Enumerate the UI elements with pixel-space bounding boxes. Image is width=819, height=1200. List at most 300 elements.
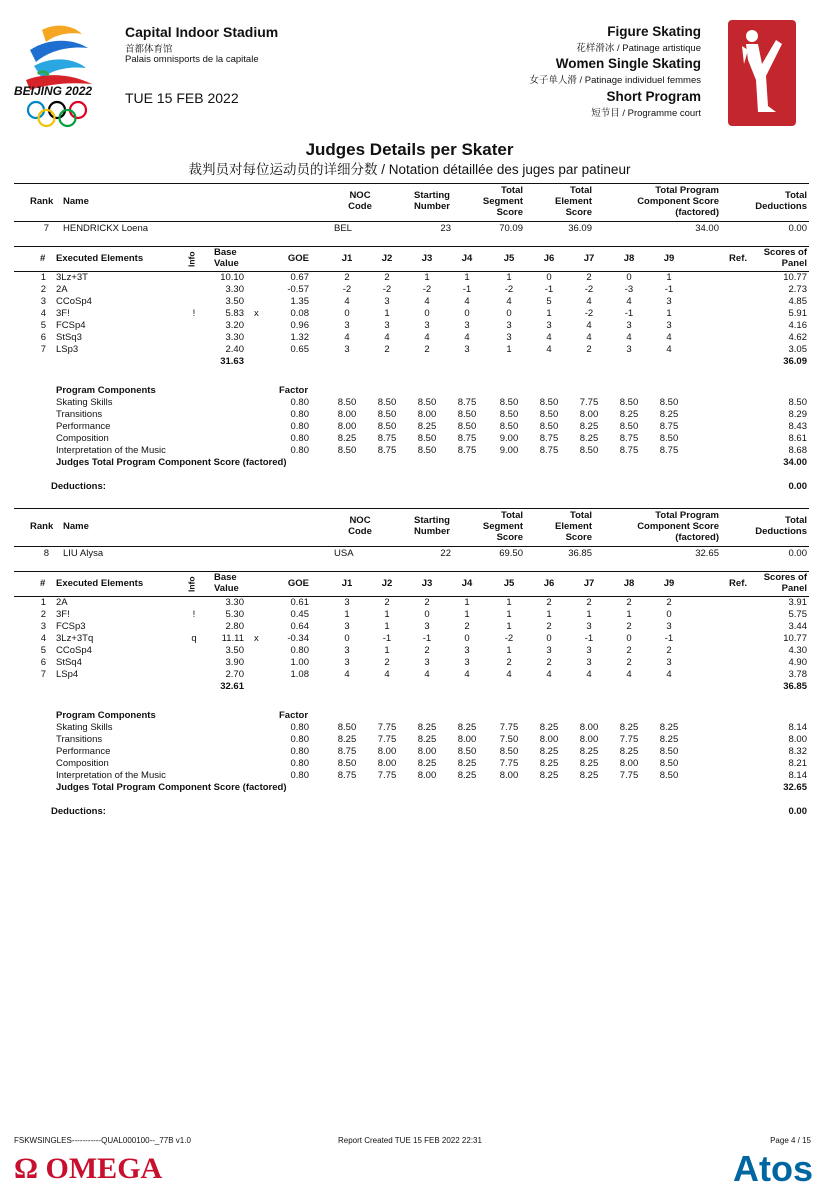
element-judge-score: -2	[422, 284, 432, 295]
element-panel-score: 10.77	[783, 633, 807, 644]
element-judge-score: 0	[344, 308, 350, 319]
col-rank: Rank	[30, 521, 54, 532]
component-panel-score: 8.50	[788, 397, 807, 408]
component-name: Performance	[56, 746, 111, 757]
component-judge-score: 8.50	[457, 421, 477, 432]
element-judge-score: 0	[424, 609, 430, 620]
col-noc: NOC	[349, 190, 371, 201]
component-judge-score: 8.75	[457, 433, 477, 444]
element-code: CCoSp4	[56, 645, 92, 656]
element-judge-score: 3	[424, 320, 430, 331]
col-ref: Ref.	[729, 253, 747, 264]
element-judge-score: 4	[626, 669, 632, 680]
col-elements: Executed Elements	[56, 253, 144, 264]
component-name: Skating Skills	[56, 722, 113, 733]
figure-skating-pictogram-icon	[728, 20, 796, 126]
element-goe: 1.35	[290, 296, 309, 307]
component-factor: 0.80	[290, 433, 309, 444]
element-judge-score: 4	[464, 332, 470, 343]
component-judge-score: 8.75	[337, 770, 357, 781]
component-judge-score: 8.50	[337, 445, 357, 456]
component-name: Skating Skills	[56, 397, 113, 408]
element-judge-score: 5	[546, 296, 552, 307]
element-judge-score: 4	[506, 669, 512, 680]
element-judge-score: 2	[586, 344, 592, 355]
element-goe: 0.67	[290, 272, 309, 283]
page-title: Judges Details per Skater	[305, 140, 514, 159]
element-judge-score: 4	[586, 332, 592, 343]
component-judge-score: 8.75	[619, 445, 639, 456]
col-start: Starting	[414, 515, 450, 526]
element-judge-score: 4	[344, 669, 350, 680]
col-judge-6: J6	[543, 253, 555, 264]
component-judge-score: 7.75	[377, 734, 397, 745]
col-ded-2: Deductions	[755, 526, 807, 537]
element-base-value: 2.80	[225, 621, 244, 632]
element-judge-score: 1	[464, 609, 470, 620]
element-judge-score: 0	[344, 633, 350, 644]
component-factor: 0.80	[290, 746, 309, 757]
element-score-total: 36.85	[783, 681, 807, 692]
col-pcs: Total Program	[655, 510, 719, 521]
element-judge-score: 3	[464, 344, 470, 355]
component-name: Composition	[56, 758, 109, 769]
element-judge-score: 1	[384, 645, 390, 656]
col-judge-3: J3	[421, 578, 433, 589]
component-judge-score: 8.50	[539, 409, 559, 420]
component-panel-score: 8.43	[788, 421, 807, 432]
element-judge-score: 4	[424, 296, 430, 307]
component-judge-score: 7.75	[619, 770, 639, 781]
element-judge-score: 0	[506, 308, 512, 319]
component-factor: 0.80	[290, 758, 309, 769]
venue-name-cn: 首都体育馆	[125, 44, 173, 55]
component-panel-score: 8.29	[788, 409, 807, 420]
omega-symbol-icon: Ω	[14, 1152, 39, 1185]
element-judge-score: 2	[546, 657, 552, 668]
element-judge-score: 4	[586, 669, 592, 680]
component-judge-score: 8.25	[659, 734, 679, 745]
col-start-2: Number	[414, 201, 450, 212]
element-judge-score: 0	[546, 633, 552, 644]
component-judge-score: 8.00	[579, 409, 599, 420]
component-judge-score: 8.75	[457, 397, 477, 408]
component-judge-score: 7.75	[499, 758, 519, 769]
element-judge-score: 1	[666, 308, 672, 319]
element-number: 6	[40, 332, 46, 343]
element-judge-score: 3	[666, 296, 672, 307]
skater-rank: 8	[43, 548, 49, 559]
element-judge-score: -1	[584, 633, 594, 644]
col-tes-2: Element	[555, 196, 592, 207]
component-judge-score: 8.25	[417, 734, 437, 745]
element-goe: 1.32	[290, 332, 309, 343]
element-judge-score: 3	[586, 621, 592, 632]
component-panel-score: 8.68	[788, 445, 807, 456]
element-number: 2	[40, 609, 46, 620]
element-judge-score: 3	[586, 645, 592, 656]
element-judge-score: 3	[464, 657, 470, 668]
col-panel: Scores of	[763, 572, 807, 583]
skater-start: 22	[440, 548, 451, 559]
col-judge-9: J9	[663, 578, 675, 589]
element-judge-score: 4	[546, 332, 552, 343]
element-number: 1	[40, 272, 46, 283]
skater-tes: 36.09	[568, 223, 592, 234]
component-judge-score: 8.00	[539, 734, 559, 745]
component-judge-score: 8.00	[377, 746, 397, 757]
element-panel-score: 3.91	[788, 597, 807, 608]
element-judge-score: -1	[664, 633, 674, 644]
col-info: Info	[186, 251, 197, 268]
element-judge-score: -1	[544, 284, 554, 295]
element-judge-score: 3	[666, 657, 672, 668]
skater-pcs: 32.65	[695, 548, 719, 559]
page-subtitle: 裁判员对每位运动员的详细分数 / Notation détaillée des juges par patineur	[188, 162, 631, 177]
component-judge-score: 8.50	[579, 445, 599, 456]
element-number: 3	[40, 296, 46, 307]
rule-line	[14, 546, 809, 547]
component-judge-score: 9.00	[499, 433, 519, 444]
component-judge-score: 9.00	[499, 445, 519, 456]
deductions-label: Deductions:	[51, 806, 106, 817]
element-judge-score: -2	[382, 284, 392, 295]
component-panel-score: 8.00	[788, 734, 807, 745]
element-judge-score: -1	[664, 284, 674, 295]
element-panel-score: 5.75	[788, 609, 807, 620]
element-goe: 0.08	[290, 308, 309, 319]
component-judge-score: 8.00	[377, 758, 397, 769]
element-goe: 0.45	[290, 609, 309, 620]
col-tes-2: Element	[555, 521, 592, 532]
component-factor: 0.80	[290, 421, 309, 432]
element-number: 4	[40, 308, 46, 319]
sport-name: Figure Skating	[607, 24, 701, 39]
component-judge-score: 8.25	[417, 758, 437, 769]
component-judge-score: 7.75	[377, 770, 397, 781]
element-goe: 1.00	[290, 657, 309, 668]
skater-tes: 36.85	[568, 548, 592, 559]
element-judge-score: 3	[384, 320, 390, 331]
component-judge-score: 8.50	[619, 421, 639, 432]
col-judge-7: J7	[583, 578, 595, 589]
component-judge-score: 8.25	[619, 746, 639, 757]
element-judge-score: 3	[384, 296, 390, 307]
element-code: 3Lz+3Tq	[56, 633, 94, 644]
element-judge-score: 2	[384, 272, 390, 283]
col-tes: Total	[570, 185, 592, 196]
col-base: Base	[214, 572, 237, 583]
element-judge-score: 1	[506, 645, 512, 656]
element-judge-score: 0	[626, 633, 632, 644]
skater-pcs: 34.00	[695, 223, 719, 234]
element-judge-score: 3	[666, 621, 672, 632]
page-number: Page 4 / 15	[770, 1136, 811, 1145]
element-judge-score: 4	[424, 669, 430, 680]
pcs-total-value: 34.00	[783, 457, 807, 468]
element-info: q	[191, 633, 197, 644]
col-panel: Scores of	[763, 247, 807, 258]
element-judge-score: 2	[464, 621, 470, 632]
element-judge-score: 1	[384, 308, 390, 319]
element-code: 3F!	[56, 308, 70, 319]
component-judge-score: 8.50	[499, 421, 519, 432]
component-panel-score: 8.14	[788, 770, 807, 781]
element-judge-score: 4	[666, 344, 672, 355]
col-tss-2: Segment	[482, 521, 523, 532]
component-judge-score: 8.50	[659, 433, 679, 444]
col-ded: Total	[785, 190, 807, 201]
element-judge-score: 0	[666, 609, 672, 620]
component-factor: 0.80	[290, 409, 309, 420]
event-date: TUE 15 FEB 2022	[125, 90, 239, 106]
element-base-value: 5.30	[225, 609, 244, 620]
component-judge-score: 8.50	[619, 397, 639, 408]
element-code: 3F!	[56, 609, 70, 620]
component-judge-score: 8.50	[659, 397, 679, 408]
element-number: 1	[40, 597, 46, 608]
element-judge-score: 3	[546, 645, 552, 656]
base-value-total: 32.61	[220, 681, 244, 692]
element-code: FCSp4	[56, 320, 86, 331]
base-value-total: 31.63	[220, 356, 244, 367]
component-judge-score: 8.50	[417, 397, 437, 408]
col-judge-1: J1	[341, 578, 353, 589]
col-panel-2: Panel	[781, 583, 807, 594]
element-judge-score: 1	[464, 272, 470, 283]
col-pcs-2: Component Score	[637, 521, 719, 532]
element-panel-score: 4.85	[788, 296, 807, 307]
component-judge-score: 8.50	[659, 758, 679, 769]
skater-tss: 70.09	[499, 223, 523, 234]
col-panel-2: Panel	[781, 258, 807, 269]
report-created: Report Created TUE 15 FEB 2022 22:31	[338, 1136, 482, 1145]
component-judge-score: 8.50	[499, 397, 519, 408]
element-judge-score: -3	[624, 284, 634, 295]
element-judge-score: 3	[424, 621, 430, 632]
component-judge-score: 8.75	[377, 445, 397, 456]
component-judge-score: 8.75	[539, 433, 559, 444]
skater-noc: BEL	[334, 223, 352, 234]
element-judge-score: 2	[506, 657, 512, 668]
element-judge-score: 2	[666, 645, 672, 656]
component-judge-score: 8.25	[457, 722, 477, 733]
element-judge-score: 2	[546, 621, 552, 632]
element-judge-score: 4	[506, 296, 512, 307]
component-panel-score: 8.14	[788, 722, 807, 733]
element-number: 3	[40, 621, 46, 632]
col-ded-2: Deductions	[755, 201, 807, 212]
element-panel-score: 3.05	[788, 344, 807, 355]
component-judge-score: 8.75	[659, 421, 679, 432]
component-judge-score: 8.25	[337, 433, 357, 444]
component-factor: 0.80	[290, 734, 309, 745]
component-judge-score: 8.00	[457, 734, 477, 745]
element-judge-score: 2	[424, 344, 430, 355]
factor-label: Factor	[279, 710, 309, 721]
deductions-value: 0.00	[788, 481, 807, 492]
element-base-value: 3.90	[225, 657, 244, 668]
component-judge-score: 8.50	[337, 758, 357, 769]
col-noc: NOC	[349, 515, 371, 526]
component-judge-score: 8.50	[539, 421, 559, 432]
component-judge-score: 8.00	[417, 409, 437, 420]
element-judge-score: 2	[626, 657, 632, 668]
col-judge-8: J8	[623, 253, 635, 264]
component-judge-score: 8.25	[417, 722, 437, 733]
element-panel-score: 4.16	[788, 320, 807, 331]
element-code: 3Lz+3T	[56, 272, 88, 283]
component-judge-score: 8.50	[417, 445, 437, 456]
col-pcs-3: (factored)	[675, 532, 719, 543]
col-info: Info	[186, 576, 197, 593]
factor-label: Factor	[279, 385, 309, 396]
element-judge-score: 2	[666, 597, 672, 608]
col-base: Base	[214, 247, 237, 258]
element-judge-score: 1	[506, 621, 512, 632]
element-base-value: 10.10	[220, 272, 244, 283]
skater-name: HENDRICKX Loena	[63, 223, 149, 234]
omega-logo-text: OMEGA	[45, 1152, 163, 1185]
col-judge-2: J2	[381, 253, 393, 264]
component-name: Interpretation of the Music	[56, 445, 166, 456]
element-judge-score: 4	[546, 669, 552, 680]
element-judge-score: 2	[344, 272, 350, 283]
element-judge-score: -2	[504, 284, 514, 295]
pcs-total-label: Judges Total Program Component Score (factored)	[56, 782, 287, 793]
component-judge-score: 8.50	[539, 397, 559, 408]
element-base-value: 5.83	[225, 308, 244, 319]
element-judge-score: 1	[424, 272, 430, 283]
element-code: LSp4	[56, 669, 79, 680]
element-judge-score: 1	[506, 609, 512, 620]
element-panel-score: 2.73	[788, 284, 807, 295]
element-judge-score: 3	[344, 320, 350, 331]
col-noc-2: Code	[348, 526, 372, 537]
component-judge-score: 8.50	[377, 397, 397, 408]
component-judge-score: 8.75	[377, 433, 397, 444]
component-judge-score: 8.25	[539, 770, 559, 781]
component-judge-score: 8.50	[659, 746, 679, 757]
element-judge-score: 3	[546, 320, 552, 331]
element-judge-score: 2	[626, 621, 632, 632]
element-judge-score: 0	[626, 272, 632, 283]
element-judge-score: -2	[504, 633, 514, 644]
element-goe: 0.64	[290, 621, 309, 632]
component-name: Performance	[56, 421, 111, 432]
component-judge-score: 8.75	[539, 445, 559, 456]
col-tss-3: Score	[496, 532, 523, 543]
col-judge-5: J5	[503, 578, 515, 589]
element-judge-score: -1	[462, 284, 472, 295]
element-goe: 0.80	[290, 645, 309, 656]
element-judge-score: 1	[506, 272, 512, 283]
component-judge-score: 8.00	[417, 746, 437, 757]
col-base-2: Value	[214, 258, 239, 269]
col-judge-3: J3	[421, 253, 433, 264]
element-judge-score: 2	[626, 645, 632, 656]
element-base-value: 3.20	[225, 320, 244, 331]
col-rank: Rank	[30, 196, 54, 207]
component-judge-score: 8.50	[337, 722, 357, 733]
element-judge-score: 4	[424, 332, 430, 343]
element-judge-score: 4	[586, 296, 592, 307]
component-factor: 0.80	[290, 722, 309, 733]
program-components-label: Program Components	[56, 385, 156, 396]
component-judge-score: 8.75	[337, 746, 357, 757]
element-judge-score: 4	[666, 332, 672, 343]
element-judge-score: 3	[344, 645, 350, 656]
col-pcs: Total Program	[655, 185, 719, 196]
col-judge-4: J4	[461, 578, 473, 589]
deductions-label: Deductions:	[51, 481, 106, 492]
element-judge-score: -1	[624, 308, 634, 319]
component-judge-score: 7.75	[499, 722, 519, 733]
component-judge-score: 8.00	[337, 409, 357, 420]
element-code: 2A	[56, 284, 68, 295]
component-factor: 0.80	[290, 770, 309, 781]
program-components-label: Program Components	[56, 710, 156, 721]
component-judge-score: 8.25	[337, 734, 357, 745]
element-judge-score: 3	[506, 332, 512, 343]
element-judge-score: 1	[546, 308, 552, 319]
skater-block	[14, 508, 809, 818]
element-judge-score: 2	[384, 657, 390, 668]
component-judge-score: 8.50	[417, 433, 437, 444]
element-judge-score: 0	[464, 308, 470, 319]
element-judge-score: 2	[626, 597, 632, 608]
element-panel-score: 4.62	[788, 332, 807, 343]
component-judge-score: 8.50	[377, 409, 397, 420]
component-judge-score: 8.50	[659, 770, 679, 781]
col-start: Starting	[414, 190, 450, 201]
element-judge-score: 3	[344, 657, 350, 668]
skater-ded: 0.00	[788, 223, 807, 234]
element-code: FCSp3	[56, 621, 86, 632]
element-judge-score: 3	[626, 344, 632, 355]
component-judge-score: 8.25	[659, 722, 679, 733]
pcs-total-label: Judges Total Program Component Score (factored)	[56, 457, 287, 468]
col-name: Name	[63, 196, 89, 207]
element-judge-score: 4	[666, 669, 672, 680]
col-base-2: Value	[214, 583, 239, 594]
element-judge-score: 1	[384, 621, 390, 632]
deductions-value: 0.00	[788, 806, 807, 817]
element-judge-score: 1	[506, 597, 512, 608]
report-code: FSKWSINGLES-----------QUAL000100--_77B v1.0	[14, 1136, 191, 1145]
col-judge-1: J1	[341, 253, 353, 264]
component-judge-score: 7.75	[619, 734, 639, 745]
element-score-total: 36.09	[783, 356, 807, 367]
col-goe: GOE	[287, 578, 309, 589]
element-judge-score: 4	[384, 332, 390, 343]
element-judge-score: 0	[424, 308, 430, 319]
element-judge-score: 4	[586, 320, 592, 331]
element-code: StSq4	[56, 657, 82, 668]
element-number: 7	[40, 344, 46, 355]
element-base-value: 3.50	[225, 296, 244, 307]
component-judge-score: 8.75	[659, 445, 679, 456]
component-judge-score: 8.25	[417, 421, 437, 432]
element-judge-score: 4	[464, 669, 470, 680]
component-judge-score: 8.25	[619, 409, 639, 420]
element-goe: 0.61	[290, 597, 309, 608]
col-tss-2: Segment	[482, 196, 523, 207]
skater-block	[14, 183, 809, 493]
element-code: StSq3	[56, 332, 82, 343]
component-judge-score: 8.25	[539, 722, 559, 733]
element-judge-score: -2	[342, 284, 352, 295]
